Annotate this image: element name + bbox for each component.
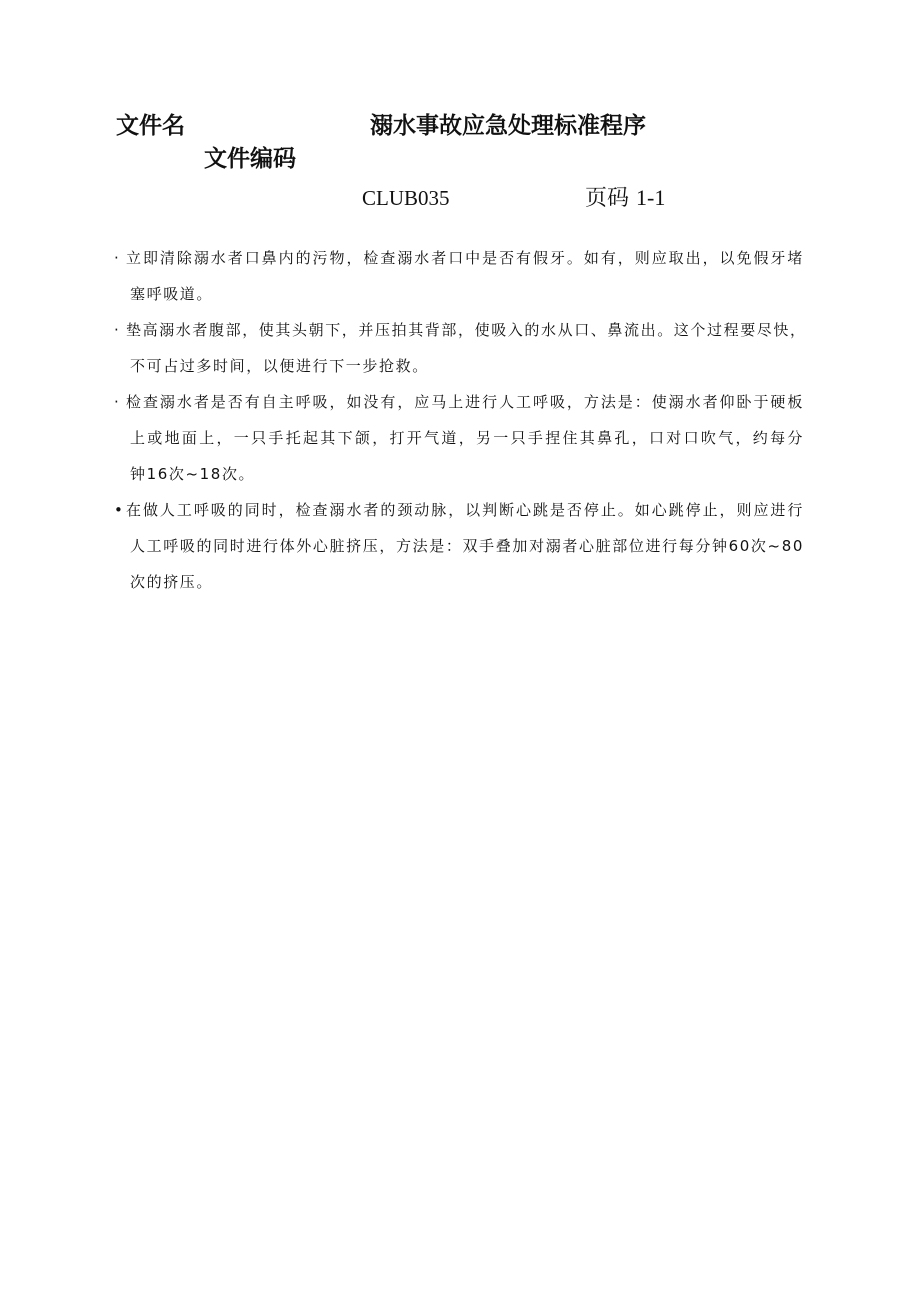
bullet-point: · [114,249,121,267]
procedure-step-3 [114,384,804,492]
procedure-step-1 [114,240,804,312]
page-label: 页码 [585,186,630,211]
procedure-step-2 [114,312,807,384]
document-title: 溺水事故应急处理标准程序 [370,113,646,139]
file-name-label: 文件名 [116,113,185,139]
text-line: 检查溺水者是否有自主呼吸，如没有，应马上进行人工呼吸，方法是：使溺水者仰卧于硬板 [126,393,804,411]
text-line: 立即清除溺水者口鼻内的污物，检查溺水者口中是否有假牙。如有，则应取出，以免假牙堵 [126,249,804,267]
text-line: 不可占过多时间，以便进行下一步抢救。 [130,357,429,375]
text-line: 人工呼吸的同时进行体外心脏挤压，方法是：双手叠加对溺者心脏部位进行每分钟60次~80 [130,537,804,555]
bullet-point: · [114,393,121,411]
text-line: 钟16次~18次。 [130,465,256,483]
file-code-label: 文件编码 [204,146,296,172]
text-line: 在做人工呼吸的同时，检查溺水者的颈动脉，以判断心跳是否停止。如心跳停止，则应进行 [126,501,804,519]
procedure-body [114,240,807,600]
bullet-point: • [114,501,125,519]
page-number [585,187,665,210]
procedure-step-4 [114,492,804,600]
text-line: 塞呼吸道。 [130,285,214,303]
text-line: 次的挤压。 [130,573,214,591]
file-code-value: CLUB035 [362,186,450,210]
bullet-point: · [114,321,121,339]
page-number-value: 1-1 [636,185,666,210]
text-line: 垫高溺水者腹部，使其头朝下，并压拍其背部，使吸入的水从口、鼻流出。这个过程要尽快， [126,321,807,339]
text-line: 上或地面上，一只手托起其下颌，打开气道，另一只手捏住其鼻孔，口对口吹气，约每分 [130,429,804,447]
